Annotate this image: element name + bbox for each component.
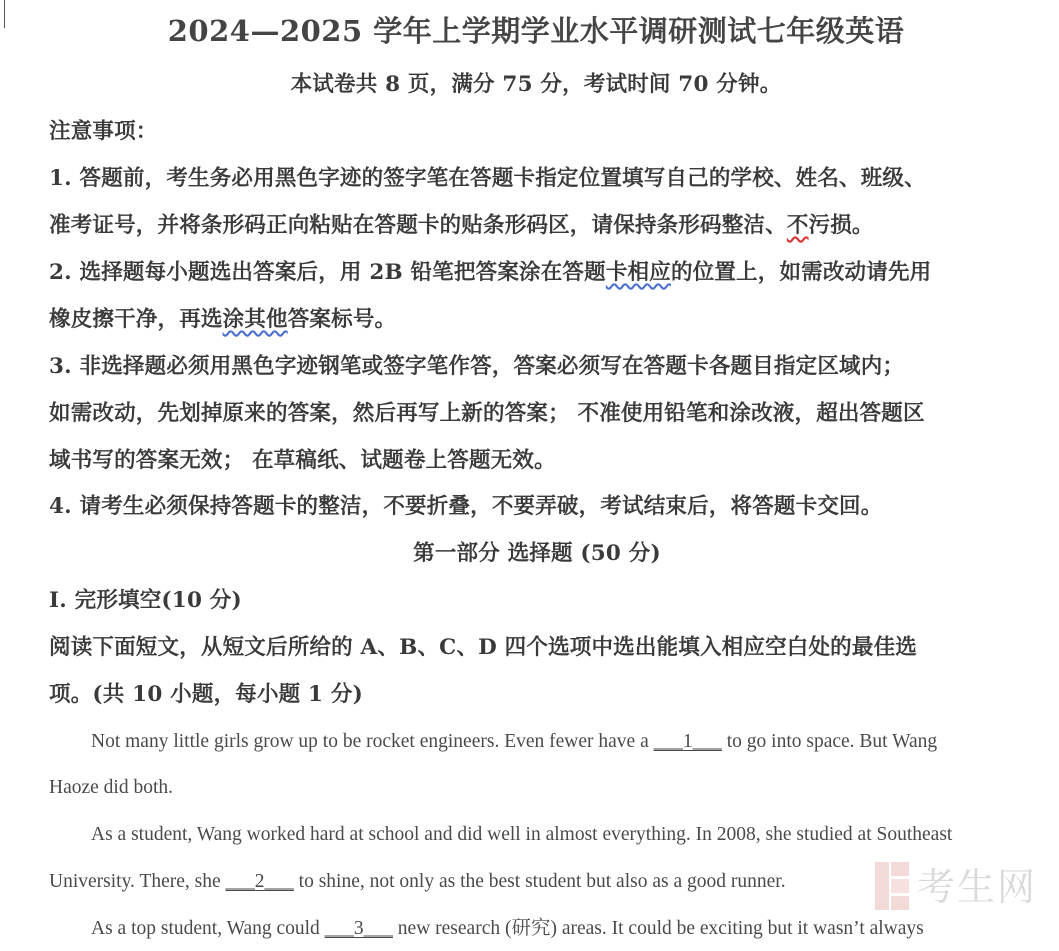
- passage-paragraph-3-line-1: [91, 915, 924, 943]
- document-subtitle: 本试卷共 8 页，满分 75 分，考试时间 70 分钟。: [290, 72, 782, 97]
- passage-paragraph-1-line-1: [91, 728, 937, 756]
- document-title: 2024—2025 学年上学期学业水平调研测试七年级英语: [167, 14, 905, 48]
- passage-text: University. There, she: [49, 871, 226, 892]
- instructions-line-2: 项。(共 10 小题，每小题 1 分): [49, 682, 363, 707]
- section-heading: 第一部分 选择题 (50 分): [413, 541, 661, 566]
- passage-text: Not many little girls grow up to be rocket engineers. Even fewer have a: [91, 731, 654, 752]
- part-heading: I. 完形填空(10 分): [49, 588, 242, 613]
- instructions-line-1: 阅读下面短文，从短文后所给的 A、B、C、D 四个选项中选出能填入相应空白处的最佳选: [49, 635, 917, 660]
- watermark: [867, 858, 1037, 928]
- notice-item-2-line-2: [49, 305, 396, 335]
- notice-item-1-line-2: [49, 211, 874, 241]
- notice-item-2-line-2-end: 答案标号。: [287, 307, 397, 332]
- watermark-logo-icon: [873, 860, 911, 912]
- notice-item-4: 4. 请考生必须保持答题卡的整洁，不要折叠，不要弄破，考试结束后，将答题卡交回。: [49, 494, 883, 519]
- notice-item-2-line-2-text: 橡皮擦干净，再选: [49, 307, 223, 332]
- notice-item-1-line-2-end: 污损。: [808, 213, 874, 238]
- spellcheck-red-underline: 不: [786, 213, 809, 238]
- passage-text: to shine, not only as the best student but also as a good runner.: [293, 871, 786, 892]
- passage-text: to go into space. But Wang: [721, 731, 938, 752]
- blank-3: ___3___: [324, 918, 393, 939]
- notice-item-2-line-1-text: 2. 选择题每小题选出答案后，用 2B 铅笔把答案涂在答题: [49, 260, 606, 285]
- blank-2: ___2___: [225, 871, 294, 892]
- grammar-blue-underline: 涂其他: [222, 307, 288, 332]
- notice-item-1-line-1: 1. 答题前，考生务必用黑色字迹的签字笔在答题卡指定位置填写自己的学校、姓名、班级、: [49, 166, 926, 191]
- watermark-text: 考生网: [917, 865, 1038, 909]
- blank-1: ___1___: [653, 731, 722, 752]
- notice-item-3-line-2: 如需改动，先划掉原来的答案，然后再写上新的答案； 不准使用铅笔和涂改液，超出答题区: [49, 401, 925, 426]
- passage-paragraph-2-line-1: As a student, Wang worked hard at school and did well in almost everything. In 2008, she studied at Southeast: [91, 824, 953, 845]
- notice-item-2-line-1-end: 的位置上，如需改动请先用: [670, 260, 932, 285]
- notice-item-3-line-3: 域书写的答案无效； 在草稿纸、试题卷上答题无效。: [49, 448, 556, 473]
- passage-paragraph-2-line-2: [49, 868, 786, 896]
- notice-item-3-line-1: 3. 非选择题必须用黑色字迹钢笔或签字笔作答，答案必须写在答题卡各题目指定区域内；: [49, 354, 905, 379]
- grammar-blue-underline: 卡相应: [605, 260, 671, 285]
- notice-heading: 注意事项：: [49, 119, 158, 144]
- passage-paragraph-1-line-2: Haoze did both.: [49, 777, 174, 798]
- passage-text: new research (研究) areas. It could be exciting but it wasn’t always: [392, 918, 924, 939]
- passage-text: As a top student, Wang could: [91, 918, 325, 939]
- notice-item-1-line-2-text: 准考证号，并将条形码正向粘贴在答题卡的贴条形码区，请保持条形码整洁、: [49, 213, 787, 238]
- notice-item-2-line-1: [49, 258, 931, 288]
